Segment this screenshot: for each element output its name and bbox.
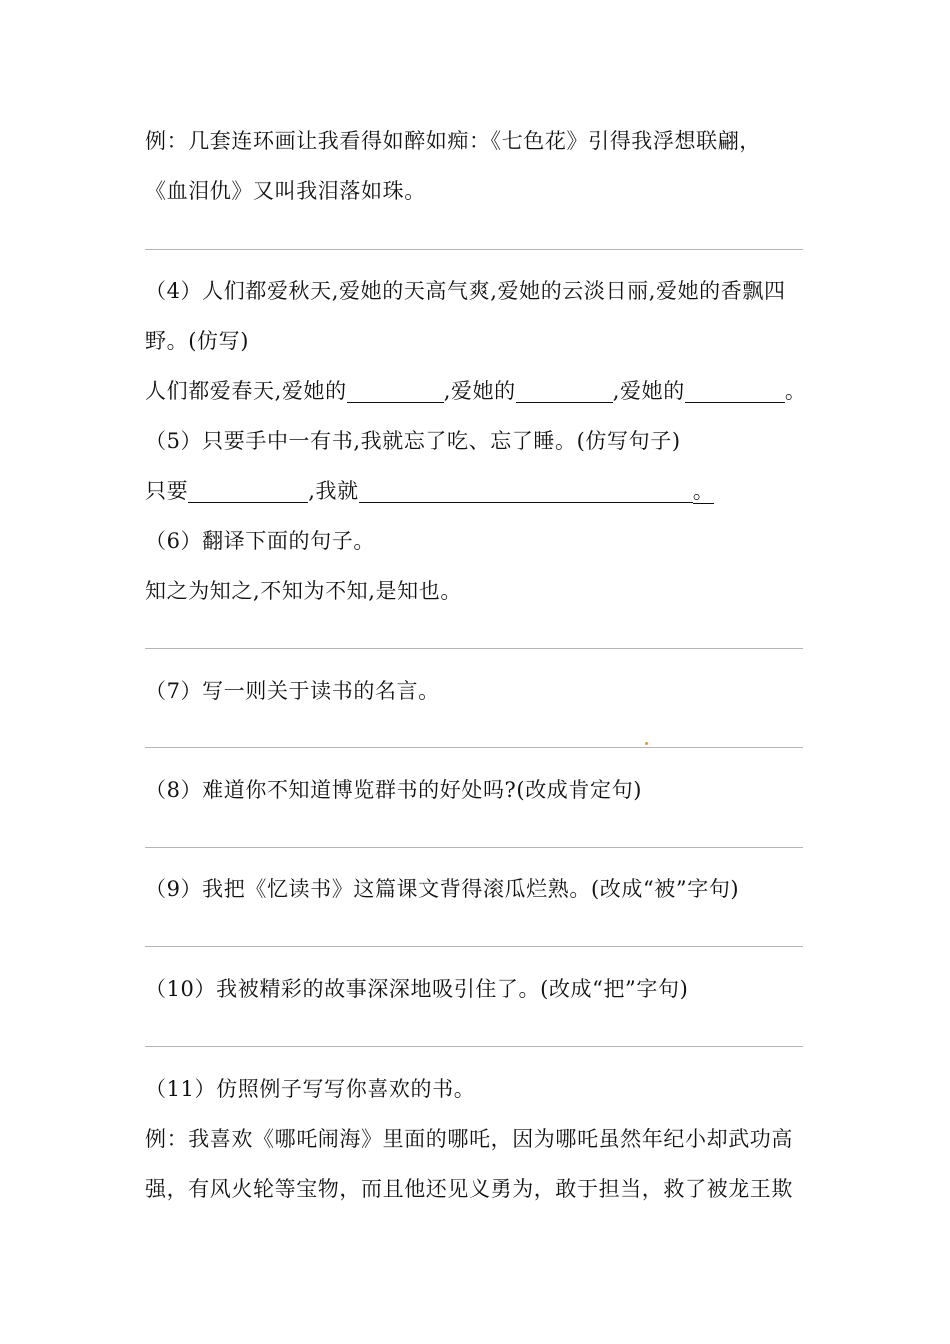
q4-blank-1[interactable] (347, 380, 444, 403)
q10-prompt-line: （10）我被精彩的故事深深地吸引住了。(改成“把”字句) (145, 977, 689, 1001)
q4-fill-text-end: 。 (784, 379, 807, 403)
q4-blank-2[interactable] (516, 380, 613, 403)
answer-line[interactable] (145, 249, 803, 250)
q5-fill-line (145, 476, 714, 506)
q5-fill-text-mid: ,我就 (308, 479, 359, 503)
answer-line[interactable] (145, 847, 803, 848)
q5-prompt-line: （5）只要手中一有书,我就忘了吃、忘了睡。(仿写句子) (145, 429, 681, 453)
q4-blank-3[interactable] (685, 380, 785, 403)
answer-line[interactable] (145, 747, 803, 748)
q5-blank-2[interactable] (359, 480, 693, 503)
q5-fill-text-start: 只要 (145, 479, 189, 503)
q4-fill-text-start: 人们都爱春天,爱她的 (145, 379, 347, 403)
q5-fill-text-end: 。 (692, 479, 715, 503)
example-line-2: 《血泪仇》又叫我泪落如珠。 (145, 179, 426, 203)
q7-prompt-line: （7）写一则关于读书的名言。 (145, 679, 440, 703)
q4-fill-text-sep-1: ,爱她的 (443, 379, 516, 403)
q11-example-line-1: 例：我喜欢《哪吒闹海》里面的哪吒，因为哪吒虽然年纪小却武功高 (145, 1127, 793, 1151)
q6-prompt-line: （6）翻译下面的句子。 (145, 529, 375, 553)
q5-blank-1[interactable] (188, 480, 308, 503)
q6-source-sentence: 知之为知之,不知为不知,是知也。 (145, 579, 462, 603)
answer-line[interactable] (145, 1046, 803, 1047)
q4-fill-line (145, 376, 806, 406)
q8-prompt-line: （8）难道你不知道博览群书的好处吗?(改成肯定句) (145, 778, 643, 802)
answer-line[interactable] (145, 946, 803, 947)
q11-prompt-line: （11）仿照例子写写你喜欢的书。 (145, 1077, 476, 1101)
q11-example-line-2: 强，有风火轮等宝物，而且他还见义勇为，敢于担当，救了被龙王欺 (145, 1177, 793, 1201)
q4-prompt-line-2: 野。(仿写) (145, 329, 249, 353)
q4-prompt-line-1: （4）人们都爱秋天,爱她的天高气爽,爱她的云淡日丽,爱她的香飘四 (145, 279, 786, 303)
q4-fill-text-sep-2: ,爱她的 (612, 379, 685, 403)
q9-prompt-line: （9）我把《忆读书》这篇课文背得滚瓜烂熟。(改成“被”字句) (145, 877, 740, 901)
example-line-1: 例：几套连环画让我看得如醉如痴：《七色花》引得我浮想联翩， (145, 129, 761, 153)
answer-line[interactable] (145, 648, 803, 649)
orange-dot-mark (645, 742, 648, 745)
